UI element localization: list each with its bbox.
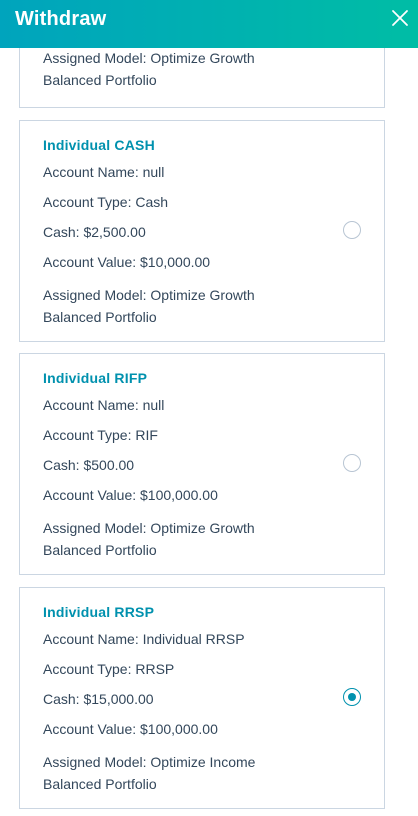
modal-header xyxy=(0,0,418,48)
account-value: Account Value: $10,000.00 xyxy=(43,254,211,270)
account-card[interactable] xyxy=(19,587,385,809)
assigned-model-line1: Assigned Model: Optimize Growth xyxy=(43,520,255,536)
account-type: Account Type: Cash xyxy=(43,194,169,210)
account-card-partial xyxy=(19,38,385,108)
account-card[interactable] xyxy=(19,120,385,342)
radio-dot xyxy=(348,693,356,701)
account-cash: Cash: $15,000.00 xyxy=(43,691,154,707)
modal-title: Withdraw xyxy=(15,8,107,30)
account-title: Individual RIFP xyxy=(43,370,148,386)
account-cash: Cash: $2,500.00 xyxy=(43,224,146,240)
account-type: Account Type: RRSP xyxy=(43,661,175,677)
assigned-model xyxy=(43,47,303,91)
assigned-model-line2: Balanced Portfolio xyxy=(43,776,157,792)
assigned-model xyxy=(43,751,303,795)
close-icon xyxy=(390,8,410,28)
assigned-model-line2: Balanced Portfolio xyxy=(43,309,157,325)
assigned-model-line2: Balanced Portfolio xyxy=(43,542,157,558)
account-name: Account Name: Individual RRSP xyxy=(43,631,245,647)
account-radio[interactable] xyxy=(343,221,361,239)
account-type: Account Type: RIF xyxy=(43,427,158,443)
account-card[interactable] xyxy=(19,353,385,575)
account-radio[interactable] xyxy=(343,454,361,472)
account-title: Individual CASH xyxy=(43,137,155,153)
assigned-model xyxy=(43,284,303,328)
account-radio[interactable] xyxy=(343,688,361,706)
account-value: Account Value: $100,000.00 xyxy=(43,721,218,737)
account-value: Account Value: $100,000.00 xyxy=(43,487,218,503)
assigned-model-line1: Assigned Model: Optimize Income xyxy=(43,754,256,770)
close-button[interactable] xyxy=(390,8,410,28)
assigned-model xyxy=(43,517,303,561)
assigned-model-line2: Balanced Portfolio xyxy=(43,72,157,88)
account-name: Account Name: null xyxy=(43,164,165,180)
assigned-model-line1: Assigned Model: Optimize Growth xyxy=(43,50,255,66)
account-cash: Cash: $500.00 xyxy=(43,457,135,473)
account-name: Account Name: null xyxy=(43,397,165,413)
account-title: Individual RRSP xyxy=(43,604,155,620)
assigned-model-line1: Assigned Model: Optimize Growth xyxy=(43,287,255,303)
